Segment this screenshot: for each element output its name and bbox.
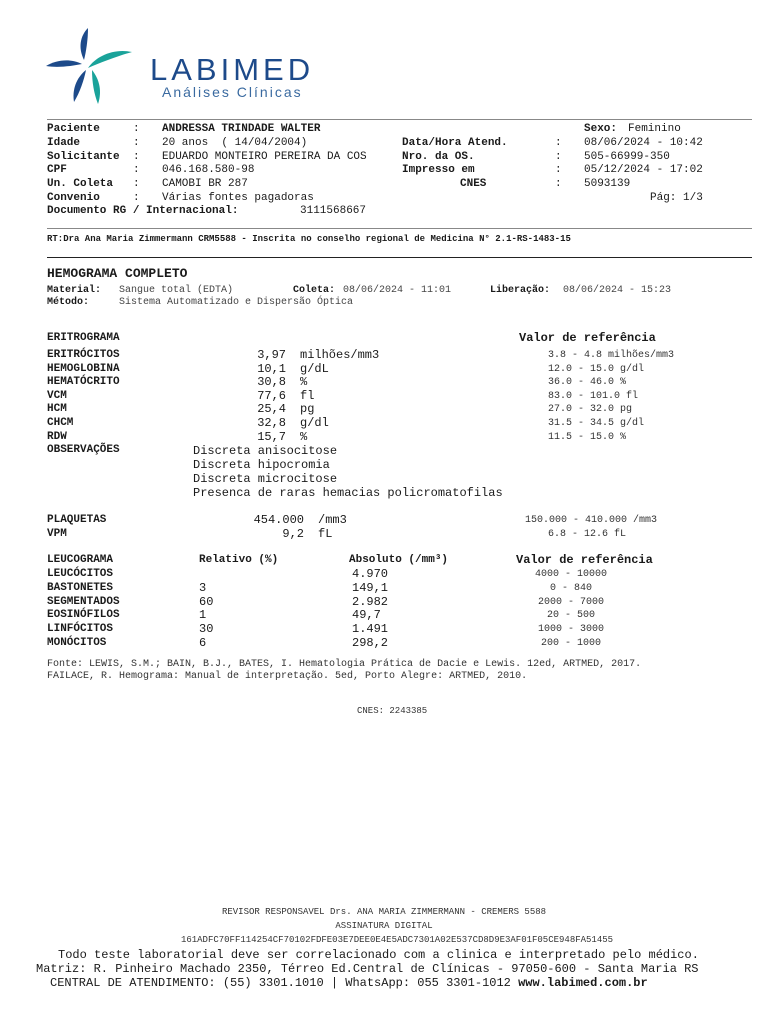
patient-idade: 20 anos ( 14/04/2004) — [162, 137, 308, 149]
exam-title: HEMOGRAMA COMPLETO — [47, 266, 188, 281]
param-absoluto: 149,1 — [352, 580, 389, 595]
param-name: HEMOGLOBINA — [47, 362, 120, 375]
param-name: CHCM — [47, 417, 74, 429]
param-absoluto: 49,7 — [352, 608, 381, 623]
param-relativo: 6 — [199, 636, 207, 650]
patient-sexo: Feminino — [628, 123, 681, 135]
label-coleta-exam: Coleta: — [293, 285, 336, 296]
material: Sangue total (EDTA) — [119, 285, 234, 296]
label-impresso: Impresso em — [402, 164, 475, 176]
documento: 3111568667 — [300, 205, 367, 217]
obs-line: Presenca de raras hemacias policromatofilas — [193, 486, 503, 500]
param-ref: 1000 - 3000 — [537, 624, 604, 636]
param-name: BASTONETES — [47, 581, 114, 594]
obs-line: Discreta hipocromia — [193, 458, 330, 472]
site-link[interactable]: www.labimed.com.br — [518, 976, 648, 990]
liberacao: 08/06/2024 - 15:23 — [563, 285, 672, 296]
label-metodo: Método: — [47, 297, 90, 308]
param-ref: 31.5 - 34.5 g/dl — [548, 418, 645, 429]
label-cpf: CPF — [47, 164, 67, 176]
central-text: CENTRAL DE ATENDIMENTO: (55) 3301.1010 | WhatsApp: 055 3301-1012 — [50, 976, 511, 990]
os-number: 505-66999-350 — [584, 151, 670, 163]
label-paciente: Paciente — [47, 123, 100, 135]
param-name: HEMATÓCRITO — [47, 376, 120, 389]
param-absoluto: 4.970 — [352, 567, 389, 581]
param-value: 9,2 — [282, 526, 304, 541]
param-unit: milhões/mm3 — [300, 348, 380, 362]
param-value: 32,8 — [257, 416, 286, 430]
colon: : — [133, 164, 140, 176]
data-atend: 08/06/2024 - 10:42 — [584, 137, 703, 149]
label-os: Nro. da OS. — [402, 151, 475, 163]
param-ref: 27.0 - 32.0 pg — [548, 404, 633, 416]
logo — [44, 26, 344, 106]
param-unit: fl — [300, 388, 315, 403]
label-convenio: Convenio — [47, 192, 100, 204]
divider — [47, 257, 752, 258]
param-unit: /mm3 — [318, 513, 347, 527]
param-unit: % — [300, 375, 308, 390]
param-value: 3,97 — [257, 348, 286, 362]
param-unit: pg — [300, 402, 315, 417]
param-ref: 4000 - 10000 — [534, 569, 607, 580]
param-name: VCM — [47, 389, 67, 402]
param-unit: fL — [318, 526, 333, 541]
divider — [47, 228, 752, 229]
label-data-atend: Data/Hora Atend. — [402, 137, 508, 149]
unidade-coleta: CAMOBI BR 287 — [162, 178, 248, 190]
colon: : — [555, 164, 562, 176]
colon: : — [555, 151, 562, 163]
fonte-line: Fonte: LEWIS, S.M.; BAIN, B.J., BATES, I. Hematologia Prática de Dacie e Lewis. 12ed, ARTMED, 2017. — [47, 659, 642, 670]
param-value: 30,8 — [257, 375, 286, 390]
metodo: Sistema Automatizado e Dispersão Óptica — [119, 297, 354, 308]
leucograma-header: LEUCOGRAMA — [47, 554, 114, 566]
param-ref: 200 - 1000 — [540, 638, 601, 649]
cnes: 5093139 — [584, 178, 631, 190]
param-ref: 12.0 - 15.0 g/dl — [548, 363, 645, 375]
param-value: 454.000 — [253, 513, 304, 527]
param-absoluto: 298,2 — [352, 636, 389, 650]
cnes-footer: CNES: 2243385 — [357, 706, 428, 716]
label-material: Material: — [47, 285, 102, 296]
relativo-header: Relativo (%) — [199, 554, 279, 566]
param-name: SEGMENTADOS — [47, 595, 120, 608]
ref-header: Valor de referência — [519, 331, 656, 345]
param-absoluto: 1.491 — [352, 622, 389, 637]
obs-line: Discreta anisocitose — [193, 444, 338, 458]
convenio: Várias fontes pagadoras — [162, 192, 314, 204]
param-name: EOSINÓFILOS — [47, 609, 120, 622]
param-ref: 20 - 500 — [546, 610, 595, 622]
param-value: 10,1 — [257, 361, 286, 376]
param-name: VPM — [47, 527, 67, 540]
revisor: REVISOR RESPONSAVEL Drs. ANA MARIA ZIMMERMANN - CREMERS 5588 — [221, 907, 547, 917]
labimed-logo-icon — [44, 26, 139, 106]
param-relativo: 1 — [199, 608, 207, 623]
colon: : — [133, 123, 140, 135]
param-relativo: 30 — [199, 622, 214, 637]
param-absoluto: 2.982 — [352, 594, 389, 609]
rt-line: RT:Dra Ana Maria Zimmermann CRM5588 - Inscrita no conselho regional de Medicina N° 2.1-RS-1483-15 — [47, 234, 571, 244]
param-unit: % — [300, 429, 308, 444]
colon: : — [133, 137, 140, 149]
colon: : — [133, 151, 140, 163]
param-ref: 150.000 - 410.000 /mm3 — [525, 515, 658, 526]
obs-line: Discreta microcitose — [193, 472, 338, 486]
absoluto-header: Absoluto (/mm³) — [349, 554, 449, 566]
central — [50, 976, 648, 990]
param-name: PLAQUETAS — [47, 514, 107, 526]
cpf: 046.168.580-98 — [162, 164, 255, 176]
label-idade: Idade — [47, 137, 81, 149]
fonte-line: FAILACE, R. Hemograma: Manual de interpretação. 5ed, Porto Alegre: ARTMED, 2010. — [47, 671, 528, 682]
hash: 161ADFC70FF114254CF70102FDFE03E7DEE0E4E5ADC7301A02E537CD8D9E3AF01F05CE948FA51455 — [180, 935, 614, 945]
param-ref: 83.0 - 101.0 fl — [548, 390, 639, 402]
label-coleta: Un. Coleta — [47, 178, 114, 190]
impresso: 05/12/2024 - 17:02 — [584, 164, 703, 176]
param-name: RDW — [47, 430, 67, 443]
colon: : — [133, 178, 140, 190]
param-value: 15,7 — [257, 429, 286, 444]
solicitante: EDUARDO MONTEIRO PEREIRA DA COS — [162, 151, 367, 163]
label-solicitante: Solicitante — [47, 151, 120, 163]
patient-name: ANDRESSA TRINDADE WALTER — [162, 123, 321, 135]
param-name: MONÓCITOS — [47, 637, 107, 649]
obs-label: OBSERVAÇÕES — [47, 444, 120, 456]
colon: : — [555, 137, 562, 149]
coleta-exam: 08/06/2024 - 11:01 — [343, 285, 452, 296]
label-documento: Documento RG / Internacional: — [47, 205, 239, 217]
param-name: LINFÓCITOS — [47, 623, 114, 636]
param-name: ERITRÓCITOS — [47, 349, 120, 361]
param-ref: 6.8 - 12.6 fL — [548, 528, 627, 540]
param-unit: g/dl — [300, 416, 329, 430]
param-ref: 36.0 - 46.0 % — [548, 377, 627, 389]
label-cnes: CNES — [460, 178, 487, 190]
label-sexo: Sexo: — [584, 123, 618, 135]
aviso: Todo teste laboratorial deve ser correlacionado com a clinica e interpretado pelo médico. — [58, 948, 699, 962]
param-ref: 0 - 840 — [549, 582, 592, 594]
assinatura: ASSINATURA DIGITAL — [335, 921, 433, 931]
eritrograma-header: ERITROGRAMA — [47, 332, 120, 344]
matriz: Matriz: R. Pinheiro Machado 2350, Térreo Ed.Central de Clínicas - 97050-600 - Santa Maria RS — [36, 962, 699, 976]
param-name: LEUCÓCITOS — [47, 568, 114, 580]
label-liberacao: Liberação: — [490, 285, 551, 296]
param-unit: g/dL — [300, 361, 329, 376]
param-value: 77,6 — [257, 388, 286, 403]
ref-header: Valor de referência — [516, 553, 653, 567]
param-relativo: 60 — [199, 594, 214, 609]
brand-subtitle: Análises Clínicas — [162, 84, 303, 100]
param-ref: 2000 - 7000 — [537, 596, 604, 608]
param-ref: 11.5 - 15.0 % — [548, 431, 627, 443]
param-relativo: 3 — [199, 580, 207, 595]
param-value: 25,4 — [257, 402, 286, 417]
brand-name: LABIMED — [150, 52, 315, 87]
page-number: Pág: 1/3 — [650, 192, 703, 204]
colon: : — [133, 192, 140, 204]
param-ref: 3.8 - 4.8 milhões/mm3 — [548, 350, 675, 361]
param-name: HCM — [47, 403, 67, 416]
top-divider — [47, 119, 752, 120]
colon: : — [555, 178, 562, 190]
